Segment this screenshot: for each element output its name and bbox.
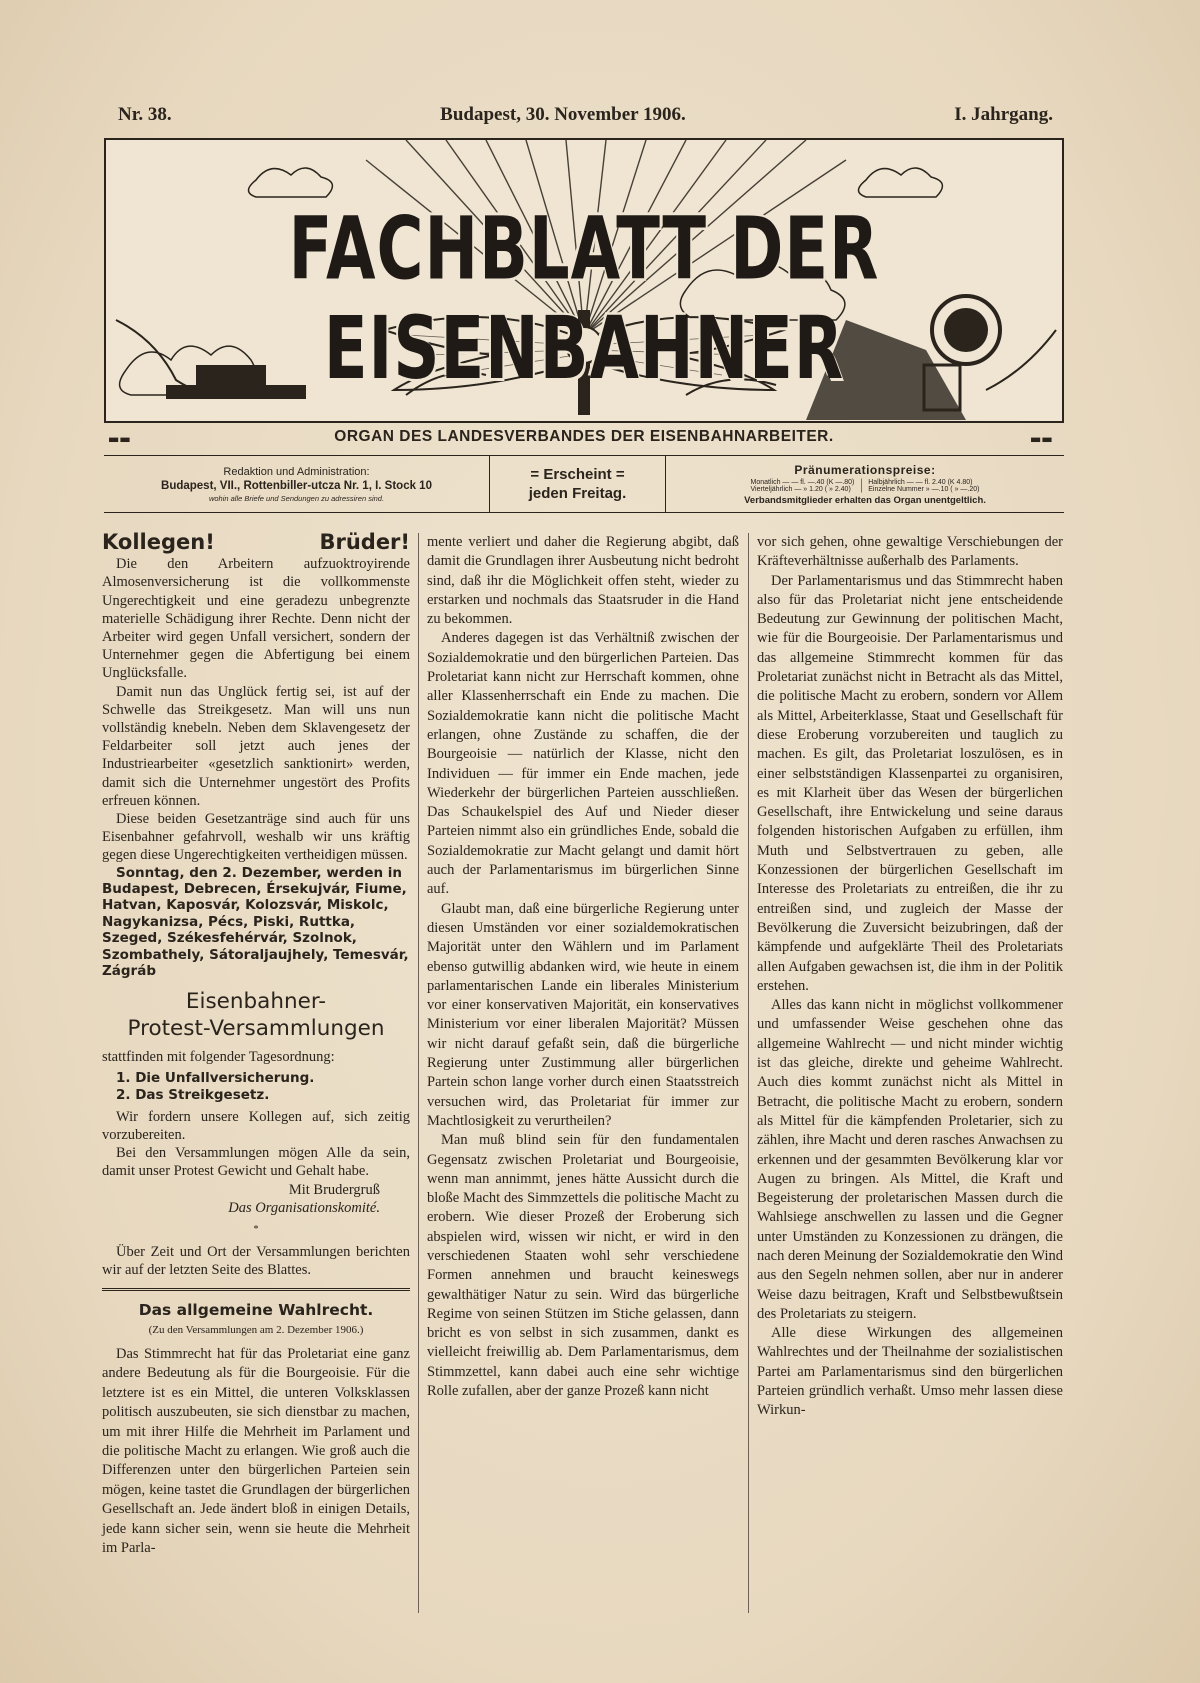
article-paragraph-7: Der Parlamentarismus und das Stimmrecht haben also für das Proletariat nicht jene entscheidende Bedeutung zur Gewinnung der politischen Macht, wie für die Bourgeoisie. Der Parlamentarismus und das allgemeine Stimmrecht kommen für das Proletariat zunächst nicht in Betracht als das Mittel, die politische Macht zu erobern, sondern vor Allem als Mittel, Arbeiterklasse, Staat und Gesellschaft für diese Eroberung vorzubereiten und tauglich zu machen. Es gilt, das Proletariat loszulösen, es in einer selbstständigen Klassenpartei zu organisiren, es mit Klarheit über das Wesen der bürgerlichen Gesellschaft, ihre Entwickelung und seine daraus folgenden historischen Aufgaben zu erfüllen, ihm Muth und Selbstvertrauen zu geben, alle Konzessionen der bürgerlichen Gesellschaft im Interesse des Proletariats zu entreißen, die ihr zu entreißen sind, und zugleich der Masse der Bevölkerung die Zuversicht beizubringen, daß der kämpfende und aufgeklärte Theil des Proletariats allen Aufgaben gewachsen ist, die ihm in der Politik erstehen. — [757, 572, 1063, 994]
publication-frequency — [489, 456, 666, 512]
appeal-heading — [102, 530, 410, 554]
meeting-towns: Sonntag, den 2. Dezember, werden in Budapest, Debrecen, Érsekujvár, Fiume, Hatvan, Kaposvár, Kolozsvár, Miskolc, Nagykanizsa, Pécs, Piski, Ruttka, Szeged, Székesfehérvár, Szolnok, Szombathely, Sátoraljaujhely, Temesvár, Zágráb — [102, 864, 409, 980]
issue-number: Nr. 38. — [118, 104, 172, 125]
price-single: Einzelne Nummer » —.10 ( » —.20) — [868, 485, 980, 493]
info-bar — [104, 455, 1064, 513]
price-quarterly: Vierteljährlich — » 1.20 ( » 2.40) — [750, 485, 851, 493]
appeal-paragraph-1: Die den Arbeitern aufzuoktroyirende Almosenversicherung ist die vollkommenste Ungerechtigkeit und eine geradezu unbegrenzte materielle Schädigung ihrer Rechte. Denn nicht der Arbeiter wird gegen Unfall versichert, sondern der Unternehmer gegen die Abfertigung bei einem Unglücksfalle. — [102, 556, 410, 682]
agenda-item-2: 2. Das Streikgesetz. — [116, 1086, 270, 1103]
prices-table: Monatlich — — fl. —.40 (K —.80) Vierteljährlich — » 1.20 ( » 2.40) | | Halbjährlich — — fl. 2.40 (K 4.80) Einzelne Nummer » —.10 ( » —.20) — [750, 478, 980, 493]
agenda-intro: stattfinden mit folgender Tagesordnung: — [102, 1048, 335, 1065]
appeal-paragraph-4: Wir fordern unsere Kollegen auf, sich zeitig vorzubereiten. — [102, 1108, 410, 1143]
article-paragraph-1: Das Stimmrecht hat für das Proletariat eine ganz andere Bedeutung als für die Bourgeoisie. Für die letztere ist es ein Mittel, die unteren Volksklassen politisch auszubeuten, sie sich dienstbar zu machen, um mit ihrer Hilfe die Mehrheit im Parlament und die politische Macht zu erlangen. Wie groß auch die Differenzen unter den bürgerlichen Parteien sein mögen, keine tastet die Grundlagen der bürgerlichen Gesellschaft an. Jede ändert bloß in einigen Details, jede kann sicher sein, wenn sie heute die Mehrheit im Parla- — [102, 1345, 410, 1556]
signature-committee — [102, 1199, 410, 1217]
issue-meta — [118, 104, 1053, 126]
ornament-left-icon: ▬▬ — [108, 432, 131, 446]
price-monthly: Monatlich — — fl. —.40 (K —.80) — [750, 478, 855, 486]
organ-subtitle: ORGAN DES LANDESVERBANDES DER EISENBAHNARBEITER. — [334, 428, 834, 445]
prices-note: Verbandsmitglieder erhalten das Organ unentgeltlich. — [744, 494, 986, 506]
signature-greeting: Mit Brudergruß — [288, 1181, 380, 1198]
editorial-hint: wohin alle Briefe und Sendungen zu adressiren sind. — [208, 493, 385, 503]
price-halfyear: Halbjährlich — — fl. 2.40 (K 4.80) — [868, 478, 973, 486]
column-3 — [757, 533, 1063, 1663]
column-rule-1 — [418, 533, 419, 1613]
column-2 — [427, 533, 739, 1663]
article-paragraph-8: Alles das kann nicht in möglichst vollkommener und umfassender Weise geschehen ohne das allgemeine Wahlrecht — und nicht minder wichtig ist das gleiche, direkte und geheime Wahlrecht. Auch dies kommt zunächst nicht als Mittel in Betracht, die politische Macht zu erobern, sondern als Mittel für die kämpfenden Proletarier, sich zu zählen, ihre Macht und deren rasches Anwachsen zu erkennen und der gesammten Bevölkerung klar vor Augen zu bringen. Als Mittel, die Kraft und Begeisterung der proletarischen Massen durch die Wahlsiege anschwellen zu lassen und die Gegner unter Umständen zu Konzessionen zu drängen, die nach deren Meinung der Sozialdemokratie den Wind aus den Segeln nehmen sollen, aber nur in anderer Weise dazu beitragen, Kraft und Selbstbewußtsein des Proletariats zu steigern. — [757, 997, 1063, 1322]
appeal-brueder: Brüder! — [319, 530, 410, 554]
editorial-address: Budapest, VII., Rottenbiller-utcza Nr. 1, I. Stock 10 — [161, 479, 432, 492]
editorial-info — [104, 456, 489, 512]
committee-name: Das Organisationskomité. — [228, 1199, 380, 1216]
appeal-paragraph-6: Über Zeit und Ort der Versammlungen berichten wir auf der letzten Seite des Blattes. — [102, 1244, 410, 1279]
frequency-line-2: jeden Freitag. — [528, 485, 627, 502]
article-paragraph-6: vor sich gehen, ohne gewaltige Verschiebungen der Kräfteverhältnisse außerhalb des Parlaments. — [757, 534, 1063, 570]
appeal-paragraph-3: Diese beiden Gesetzanträge sind auch für uns Eisenbahner gefahrvoll, weshalb wir uns kräftig gegen diese Ungerechtigkeiten vertheidigen müssen. — [102, 811, 410, 864]
article-title: Das allgemeine Wahlrecht. — [138, 1300, 374, 1319]
appeal-paragraph-2: Damit nun das Unglück fertig sei, ist auf der Schwelle das Streikgesetz. Man will uns nun vollständig knebeln. Neben dem Sklavengesetz der Feldarbeiter soll jetzt auch jenes der Industriearbeiter «gesetzlich sanktionirt» werden, damit sich die Unternehmer ungestört des Profits erfreuen können. — [102, 683, 410, 809]
column-rule-2 — [748, 533, 749, 1613]
article-paragraph-9: Alle diese Wirkungen des allgemeinen Wahlrechtes und der Theilnahme der sozialistischen Partei am Parlamentarismus sind den bürgerlichen Parteien gründlich verhaßt. Umso mehr lassen diese Wirkun- — [757, 1325, 1063, 1419]
subscription-prices — [666, 456, 1064, 512]
article-subtitle: (Zu den Versammlungen am 2. Dezember 1906.) — [148, 1323, 364, 1336]
ornament-right-icon: ▬▬ — [1030, 432, 1053, 446]
protest-headline-2: Protest-Versammlungen — [127, 1015, 385, 1041]
article-paragraph-5: Man muß blind sein für den fundamentalen Gegensatz zwischen Proletariat und Bourgeoisie, wenn man annimmt, jenes hätte Aussicht durch die bloße Macht des Simmzettels die politische Macht zu erobern. Wie dieser Prozeß der Eroberung sich abspielen wird, wissen wir nicht, er wird in den verschiedenen Staaten wohl sehr verschiedene Formen annehmen und braucht keineswegs gewalthätiger Natur zu sein. Wird das bürgerliche Regime von seinen Stützen im Stiche gelassen, dann bricht es von selbst in sich zusammen, dankt es vielleicht freiwillig ab. Dem Parlamentarismus, dem Stimmzettel, kann dabei auch eine sehr wichtige Rolle zufallen, aber der ganze Prozeß kann nicht — [427, 1132, 739, 1400]
editorial-label: Redaktion und Administration: — [223, 465, 370, 478]
article-paragraph-3: Anderes dagegen ist das Verhältniß zwischen der Sozialdemokratie und den bürgerlichen Parteien. Das Proletariat kann nicht zur Herrschaft kommen, ohne aller Klassenherrschaft ein Ende zu machen. Die Sozialdemokratie kann nicht die politische Macht erlangen, ohne Zustände zu schaffen, die der Bourgeoisie — natürlich der Klasse, nicht den Individuen — für immer ein Ende machen, jede Wiederkehr der bürgerlichen Parteien ausschließen. Das Schaukelspiel des Auf und Nieder dieser Parteien nimmt also ein gründliches Ende, sobald die Sozialdemokratie zur Macht gelangt und damit hört auch der Parlamentarismus im bürgerlichen Sinne auf. — [427, 630, 739, 898]
section-divider — [102, 1288, 410, 1291]
issue-date: Budapest, 30. November 1906. — [440, 104, 686, 125]
prices-title: Pränumerationspreise: — [794, 462, 936, 477]
agenda-item-1: 1. Die Unfallversicherung. — [116, 1069, 315, 1086]
article-paragraph-4: Glaubt man, daß eine bürgerliche Regierung unter diesen Umständen vor einer sozialdemokratischen Majorität unter den Wählern und im Parlament ebenso gutwillig abdanken wird, wie heute in einem parlamentarischen Lande ein liberales Ministerium vor einer konservativen Majorität, ein konservatives Ministerium vor einer liberalen Majorität? Müssen wir nicht darauf gefaßt sein, daß die bürgerliche Regierung unter Zustimmung aller bürgerlichen Partein schon lange vorher durch einen Staatsstreich versuchen wird, das Proletariat für immer zur Machtlosigkeit zu verurtheilen? — [427, 900, 739, 1129]
article-paragraph-2: mente verliert und daher die Regierung abgibt, daß damit die Grundlagen ihrer Ausbeutung nicht bedroht sind, daß ihr die Möglichkeit offen steht, wieder zu erstarken und nochmals das Staatsruder in die Hand zu bekommen. — [427, 534, 739, 628]
separator-star-icon: * — [253, 1223, 259, 1235]
appeal-kollegen: Kollegen! — [102, 530, 215, 554]
column-1 — [102, 530, 410, 1663]
masthead-title: FACHBLATT DER EISENBAHNER — [288, 200, 880, 400]
agenda-list — [102, 1070, 410, 1104]
appeal-paragraph-5: Bei den Versammlungen mögen Alle da sein, damit unser Protest Gewicht und Gehalt habe. — [102, 1145, 410, 1180]
frequency-line-1: = Erscheint = — [530, 466, 625, 483]
issue-volume: I. Jahrgang. — [954, 104, 1053, 125]
protest-headline — [102, 988, 410, 1042]
protest-headline-1: Eisenbahner- — [185, 988, 327, 1014]
masthead — [104, 138, 1064, 423]
